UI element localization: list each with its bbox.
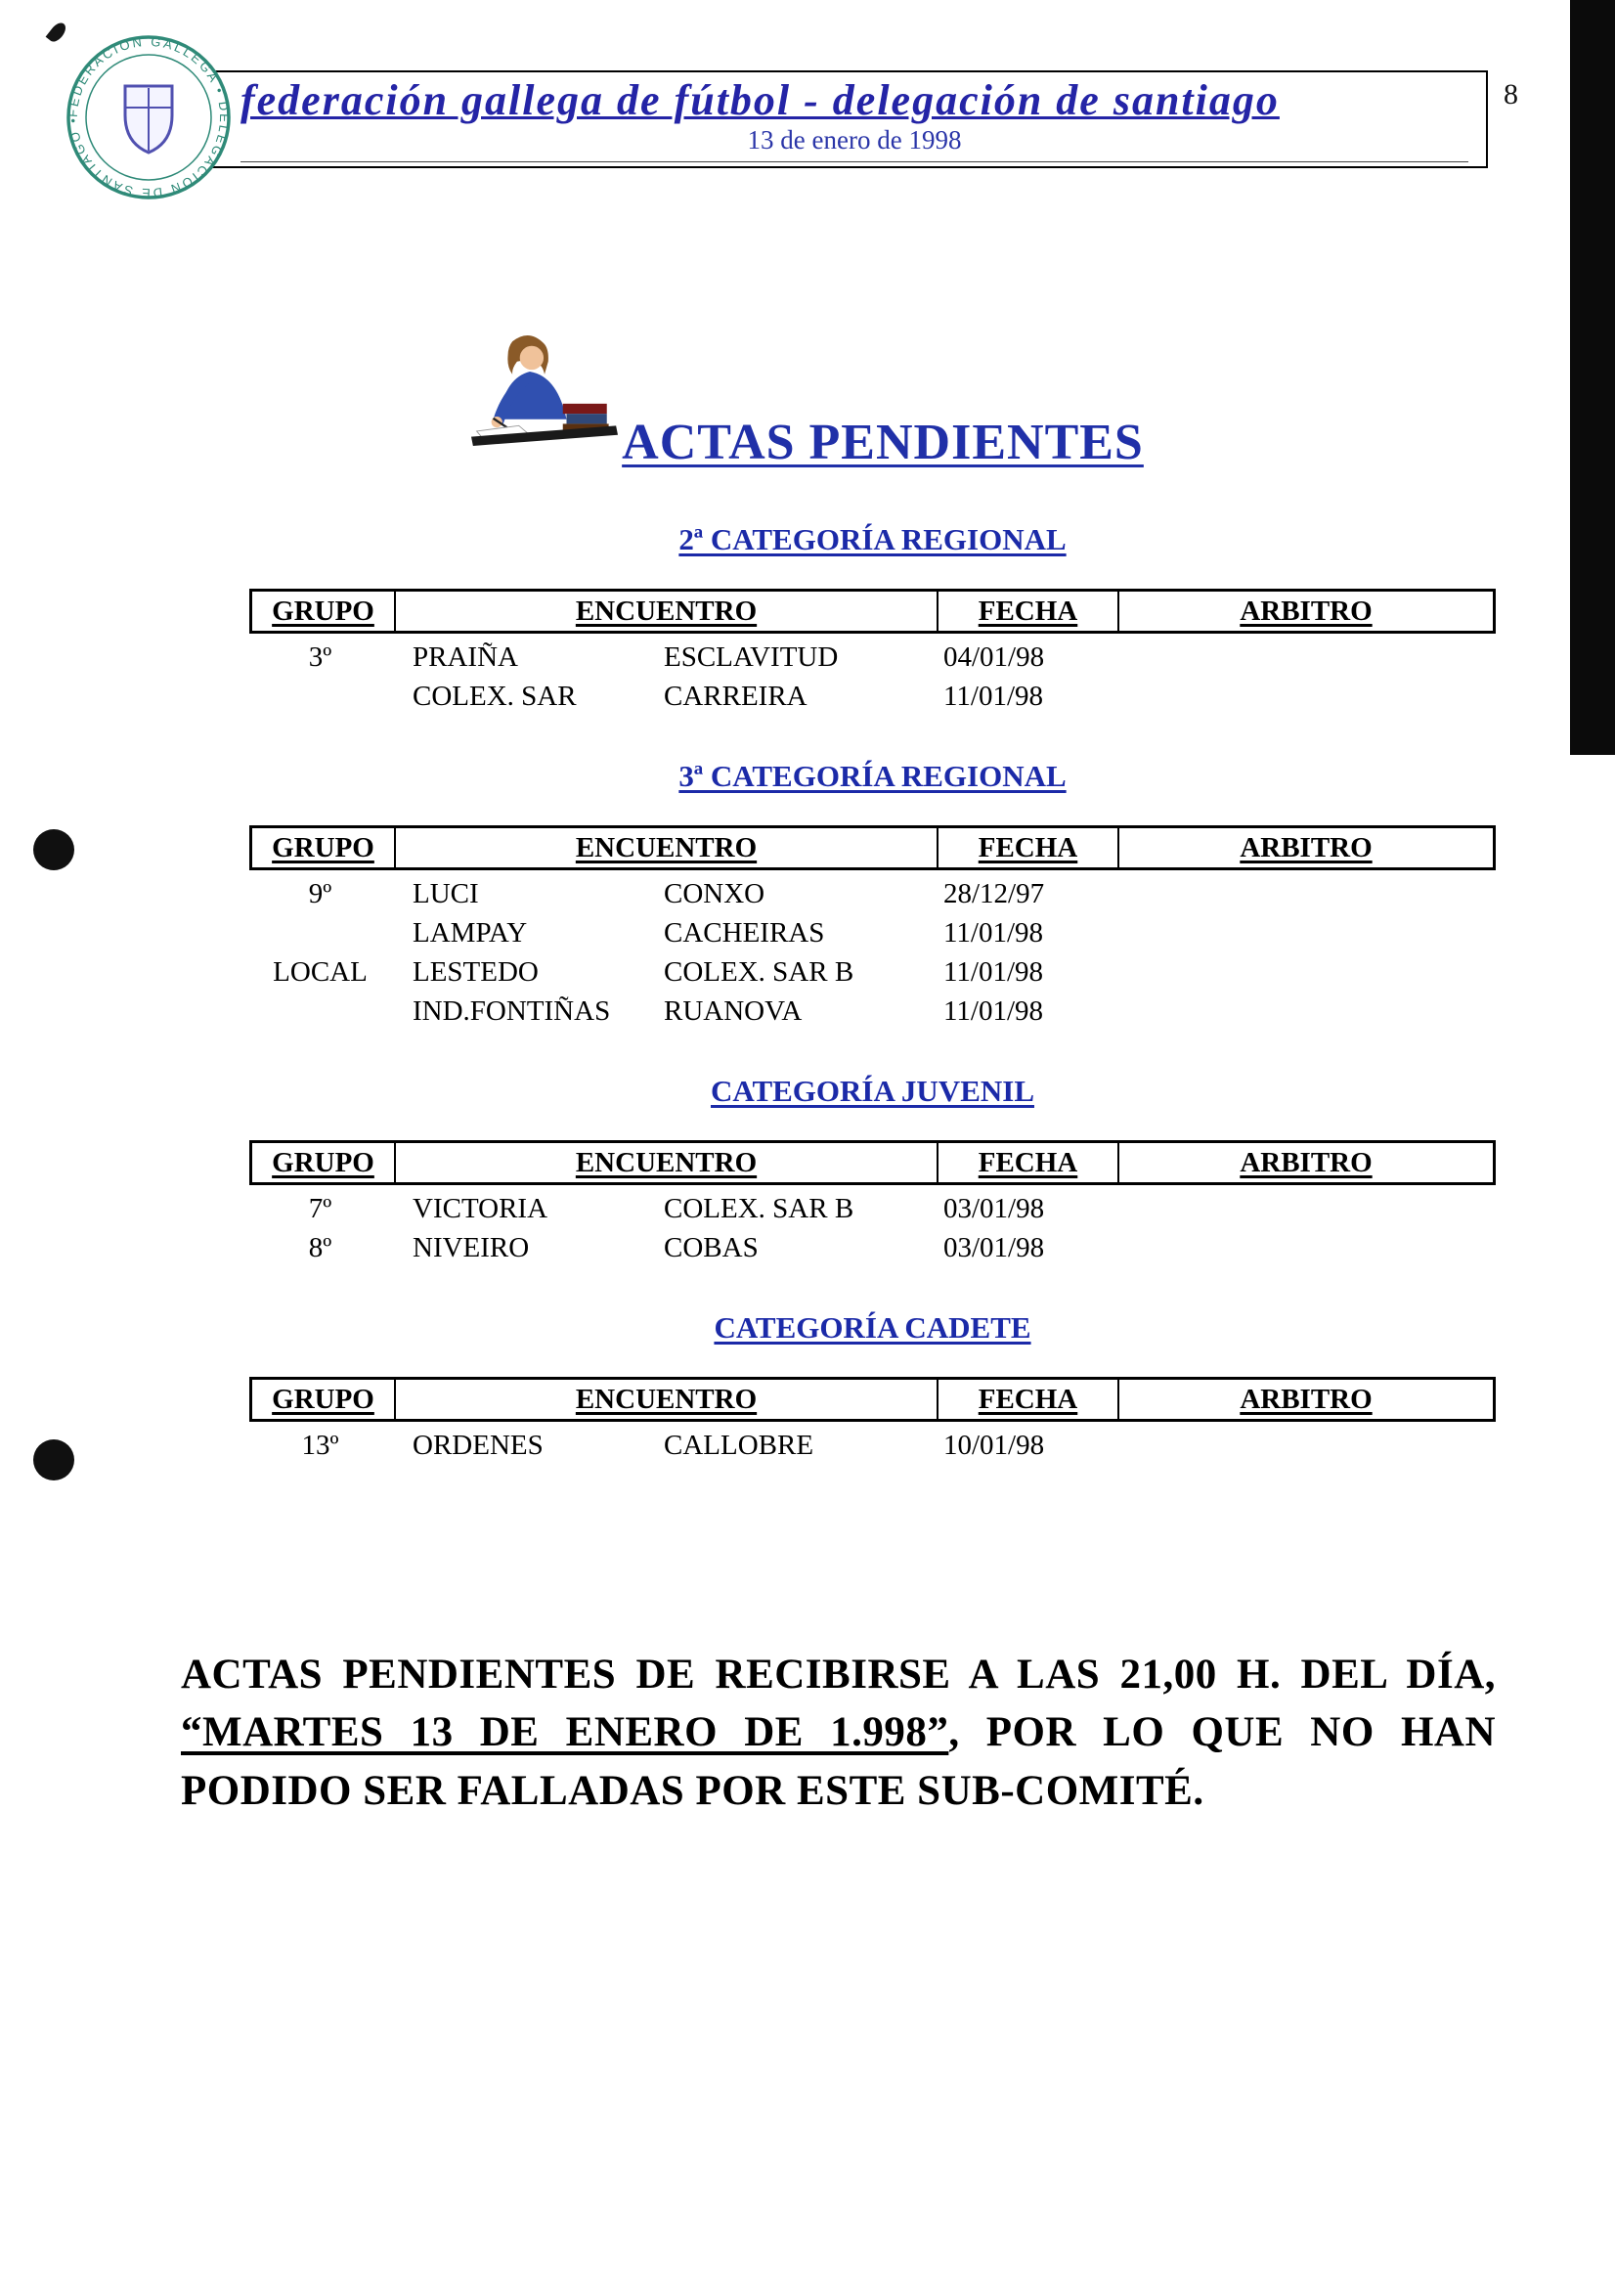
footer-text-underlined: “MARTES 13 DE ENERO DE 1.998”	[181, 1709, 949, 1756]
cell-away-team: COBAS	[664, 1232, 759, 1263]
section	[249, 1310, 1496, 1465]
cell-arbitro	[1114, 874, 1496, 913]
cell-home-team: LAMPAY	[413, 917, 528, 949]
results-table	[249, 589, 1496, 716]
cell-arbitro	[1114, 1228, 1496, 1267]
column-header-grupo: GRUPO	[272, 1383, 374, 1415]
page-number: 8	[1504, 78, 1518, 110]
cell-home-team: PRAIÑA	[413, 641, 518, 673]
footer-text-part1: ACTAS PENDIENTES DE RECIBIRSE A LAS 21,00 H. DEL DÍA,	[181, 1652, 1496, 1698]
section	[249, 759, 1496, 1031]
cell-fecha: 03/01/98	[943, 1232, 1045, 1263]
cell-arbitro	[1114, 913, 1496, 952]
column-header-arbitro: ARBITRO	[1117, 1380, 1493, 1419]
table-row	[249, 913, 1496, 952]
cell-arbitro	[1114, 992, 1496, 1031]
cell-arbitro	[1114, 952, 1496, 992]
section-heading: CATEGORÍA JUVENIL	[710, 1074, 1034, 1108]
cell-home-team: LUCI	[413, 878, 479, 909]
cell-arbitro	[1114, 638, 1496, 677]
table-rows	[249, 1426, 1496, 1465]
table-row	[249, 952, 1496, 992]
column-header-encuentro: ENCUENTRO	[394, 1380, 937, 1419]
results-table	[249, 1140, 1496, 1267]
table-header	[249, 1140, 1496, 1185]
table-row	[249, 874, 1496, 913]
section-heading: 3ª CATEGORÍA REGIONAL	[678, 759, 1067, 793]
cell-grupo	[249, 677, 391, 716]
page-title: ACTAS PENDIENTES	[622, 415, 1144, 470]
cell-grupo: 9º	[308, 878, 332, 909]
cell-home-team: ORDENES	[413, 1430, 544, 1461]
header-date: 13 de enero de 1998	[747, 125, 962, 155]
cell-away-team: CACHEIRAS	[664, 917, 825, 949]
cell-fecha: 03/01/98	[943, 1193, 1045, 1224]
column-header-encuentro: ENCUENTRO	[394, 592, 937, 631]
cell-home-team: COLEX. SAR	[413, 681, 577, 712]
cell-away-team: ESCLAVITUD	[664, 641, 839, 673]
cell-arbitro	[1114, 1189, 1496, 1228]
cell-away-team: CARREIRA	[664, 681, 808, 712]
cell-grupo: 13º	[301, 1430, 339, 1461]
cell-fecha: 11/01/98	[943, 956, 1044, 988]
cell-away-team: CALLOBRE	[664, 1430, 814, 1461]
sections	[249, 522, 1496, 1465]
cell-away-team: CONXO	[664, 878, 765, 909]
table-row	[249, 1426, 1496, 1465]
header-title: federación gallega de fútbol - delegación de santiago	[240, 76, 1280, 124]
logo-ring-text: FEDERACION GALLEGA • DELEGACION DE SANTIAGO •	[65, 33, 233, 201]
cell-away-team: RUANOVA	[664, 995, 803, 1027]
results-table	[249, 825, 1496, 1031]
column-header-fecha: FECHA	[937, 592, 1117, 631]
main-title-row	[0, 323, 1615, 479]
results-table	[249, 1377, 1496, 1465]
cell-fecha: 11/01/98	[943, 917, 1044, 949]
cell-fecha: 04/01/98	[943, 641, 1045, 673]
table-header	[249, 825, 1496, 870]
table-header	[249, 589, 1496, 634]
table-row	[249, 638, 1496, 677]
table-row	[249, 1228, 1496, 1267]
cell-grupo: 3º	[308, 641, 332, 673]
cell-fecha: 11/01/98	[943, 681, 1044, 712]
table-row	[249, 677, 1496, 716]
cell-home-team: LESTEDO	[413, 956, 539, 988]
cell-grupo: 7º	[308, 1193, 332, 1224]
cell-grupo	[249, 913, 391, 952]
column-header-fecha: FECHA	[937, 828, 1117, 867]
cell-fecha: 11/01/98	[943, 995, 1044, 1027]
column-header-arbitro: ARBITRO	[1117, 592, 1493, 631]
column-header-grupo: GRUPO	[272, 831, 374, 863]
cell-grupo: LOCAL	[273, 956, 368, 988]
column-header-fecha: FECHA	[937, 1143, 1117, 1182]
stamp-icon	[65, 33, 233, 201]
table-rows	[249, 638, 1496, 716]
cell-home-team: NIVEIRO	[413, 1232, 530, 1263]
section	[249, 1074, 1496, 1267]
writer-clipart-icon	[471, 323, 618, 479]
federation-stamp-logo	[65, 33, 233, 206]
column-header-grupo: GRUPO	[272, 1146, 374, 1178]
section-heading: 2ª CATEGORÍA REGIONAL	[678, 522, 1067, 556]
cell-away-team: COLEX. SAR B	[664, 956, 854, 988]
cell-fecha: 10/01/98	[943, 1430, 1045, 1461]
header-rule	[240, 161, 1468, 162]
cell-grupo	[249, 992, 391, 1031]
table-rows	[249, 874, 1496, 1031]
cell-home-team: IND.FONTIÑAS	[413, 995, 611, 1027]
cell-grupo: 8º	[308, 1232, 332, 1263]
column-header-encuentro: ENCUENTRO	[394, 1143, 937, 1182]
section	[249, 522, 1496, 716]
footer-text-part2: , POR LO QUE NO HAN PODIDO SER FALLADAS POR ESTE SUB-COMITÉ.	[181, 1709, 1496, 1814]
cell-fecha: 28/12/97	[943, 878, 1045, 909]
footer-note	[181, 1646, 1496, 1820]
table-header	[249, 1377, 1496, 1422]
table-row	[249, 1189, 1496, 1228]
cell-arbitro	[1114, 677, 1496, 716]
column-header-grupo: GRUPO	[272, 595, 374, 627]
table-rows	[249, 1189, 1496, 1267]
document-body	[0, 293, 1615, 1820]
column-header-arbitro: ARBITRO	[1117, 1143, 1493, 1182]
column-header-arbitro: ARBITRO	[1117, 828, 1493, 867]
cell-arbitro	[1114, 1426, 1496, 1465]
table-row	[249, 992, 1496, 1031]
column-header-fecha: FECHA	[937, 1380, 1117, 1419]
cell-home-team: VICTORIA	[413, 1193, 548, 1224]
header-box	[186, 70, 1488, 168]
section-heading: CATEGORÍA CADETE	[714, 1310, 1031, 1345]
column-header-encuentro: ENCUENTRO	[394, 828, 937, 867]
cell-away-team: COLEX. SAR B	[664, 1193, 854, 1224]
